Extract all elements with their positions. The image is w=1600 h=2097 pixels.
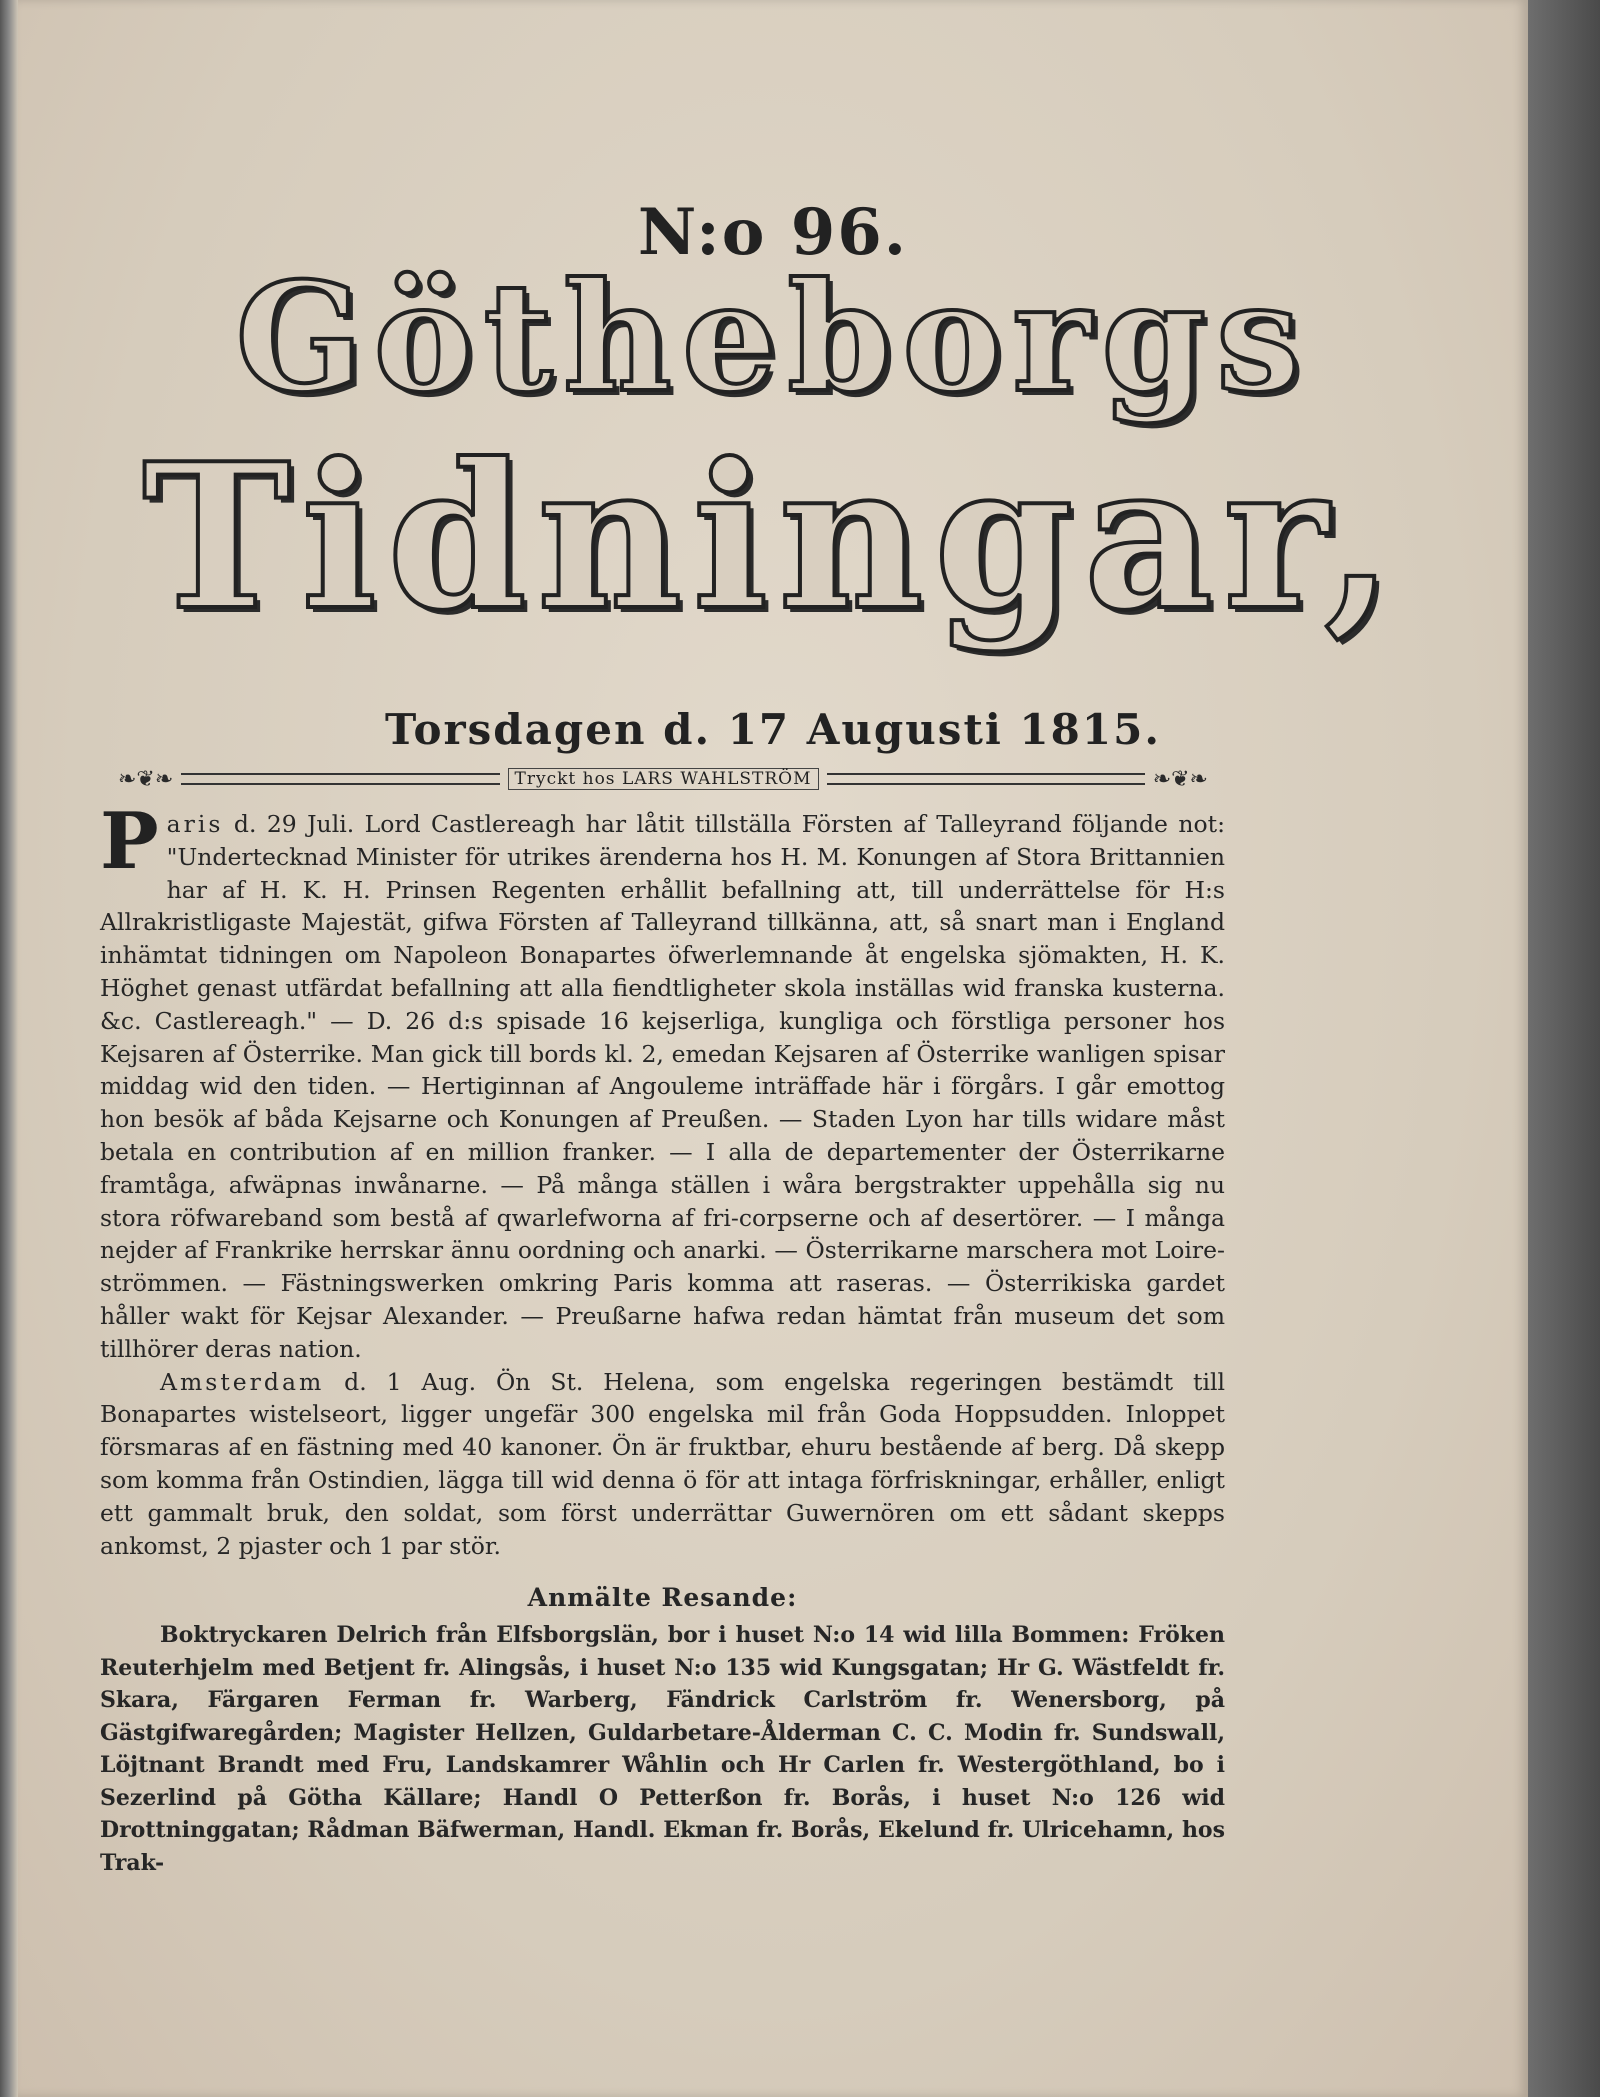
title-line-1: Götheborgs: [235, 250, 1311, 426]
ornament-rule-right: [827, 773, 1145, 785]
ornamental-rule: [118, 764, 1208, 794]
arrivals-list: Boktryckaren Delrich från Elfsborgslän, bor i huset N:o 14 wid lilla Bommen: Fröken Reuterhjelm med Betjent fr. Alingsås, i huset N:o 135 wid Kungsgatan; Hr G. Wästfeldt fr. Skara, Färgaren Ferman fr. Warberg, Fändrick Carlström fr. Wenersborg, på Gästgifwaregården; Magister Hellzen, Guldarbetare-Ålderman C. C. Modin fr. Sundswall, Löjtnant Brandt med Fru, Landskamrer Wåhlin och Hr Carlen fr. Westergöthland, bo i Sezerlind på Götha Källare; Handl O Petterßon fr. Borås, i huset N:o 126 wid Drottninggatan; Rådman Bäfwerman, Handl. Ekman fr. Borås, Ekelund fr. Ulricehamn, hos Trak-: [100, 1622, 1225, 1876]
issue-number: N:o 96.: [637, 195, 909, 270]
dispatch-place: Amsterdam: [160, 1367, 325, 1396]
newspaper-page: [18, 0, 1528, 2097]
ornament-right-icon: ❧❦❧: [1152, 766, 1208, 792]
arrivals-heading: Anmälte Resande:: [527, 1583, 798, 1613]
title-line-2: Tidningar,: [142, 420, 1404, 655]
printer-imprint: Tryckt hos LARS WAHLSTRÖM: [508, 768, 819, 790]
drop-cap: P: [100, 796, 159, 887]
ornament-rule-left: [181, 773, 499, 785]
dispatch-place: aris: [166, 810, 224, 838]
ornament-left-icon: ❧❦❧: [118, 766, 174, 792]
scan-right-background: [1528, 0, 1600, 2097]
masthead: [18, 0, 1528, 760]
dispatch-amsterdam: [100, 1366, 1225, 1563]
scan-left-edge: [0, 0, 18, 2097]
dateline: Torsdagen d. 17 Augusti 1815.: [385, 705, 1161, 754]
article-body: [100, 796, 1225, 1879]
dispatch-text: d. 29 Juli. Lord Castlereagh har låtit tillställa Försten af Talleyrand följande not: "Undertecknad Minister för utrikes ärenderna hos H. M. Konungen af Stora Brittannien har af H. K. H. Prinsen Regenten erhållit befallning att, till underrättelse för H:s Allrakristligaste Majestät, gifwa Försten af Talleyrand tillkänna, att, så snart man i England inhämtat tidningen om Napoleon Bonapartes öfwerlemnande åt engelska sjömakten, H. K. Höghet genast utfärdat befallning att alla fiendtligheter skola inställas wid franska kusterna. &c. Castlereagh." — D. 26 d:s spisade 16 kejserliga, kungliga och förstliga personer hos Kejsaren af Österrike. Man gick till bords kl. 2, emedan Kejsaren af Österrike wanligen spisar middag wid den tiden. — Hertiginnan af Angouleme inträffade här i förgårs. I går emottog hon besök af båda Kejsarne och Konungen af Preußen. — Staden Lyon har tills widare måst betala en contribution af en million franker. — I alla de departementer der Österrikarne framtåga, afwäpnas inwånarne. — På många ställen i wåra bergstrakter uppehålla sig nu stora röfwareband som bestå af qwarlefworna af fri-corpserne och af desertörer. — I många nejder af Frankrike herrskar ännu oordning och anarki. — Österrikarne marschera mot Loire-strömmen. — Fästningswerken omkring Paris komma att raseras. — Österrikiska gardet håller wakt för Kejsar Alexander. — Preußarne hafwa redan hämtat från museum det som tillhörer deras nation.: [100, 810, 1225, 1363]
dispatch-text: d. 1 Aug. Ön St. Helena, som engelska regeringen bestämdt till Bonapartes wistelseort, ligger ungefär 300 engelska mil från Goda Hoppsudden. Inloppet försmaras af en fästning med 40 kanoner. Ön är fruktbar, ehuru bestående af berg. Då skepp som komma från Ostindien, lägga till wid denna ö för att intaga förfriskningar, erhåller, enligt ett gammalt bruk, den soldat, som först underrättar Guwernören om ett sådant skepps ankomst, 2 pjaster och 1 par stör.: [100, 1367, 1225, 1560]
dispatch-paris: [100, 796, 1225, 1366]
